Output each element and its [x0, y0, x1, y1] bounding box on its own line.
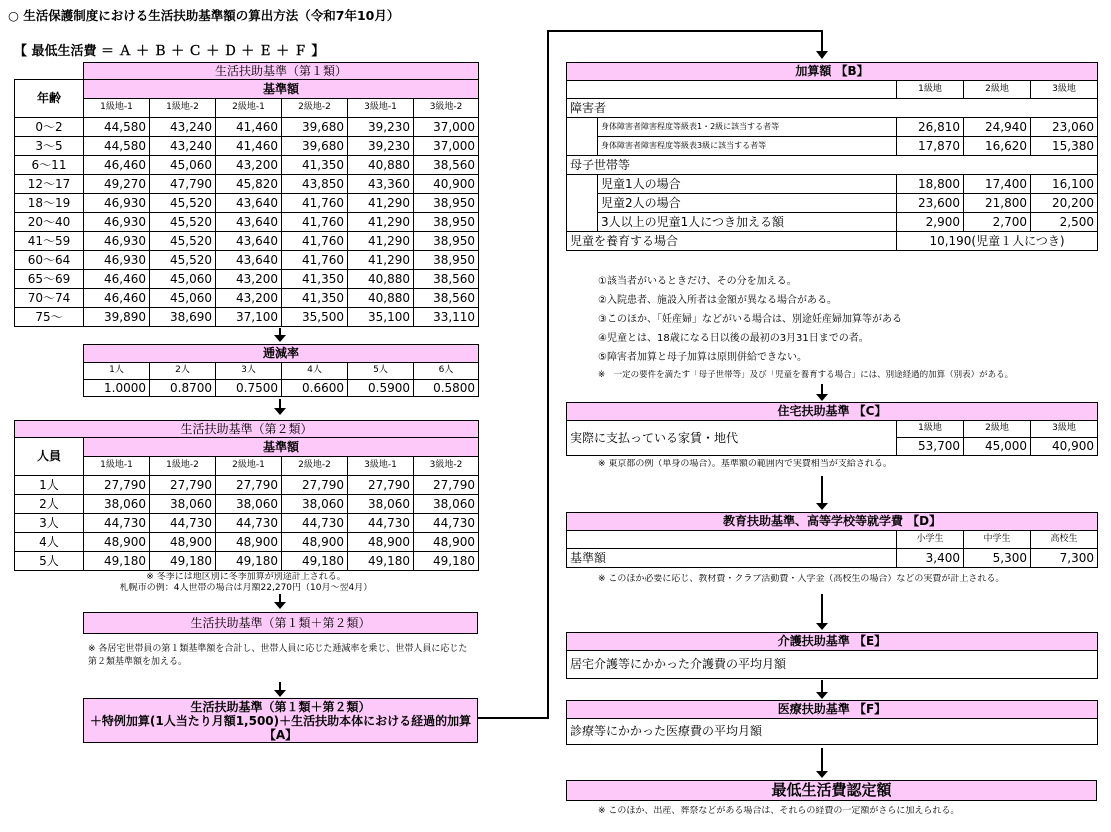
amount-cell: 48,900 [348, 533, 414, 552]
winter-note: ※ 冬季には地区別に冬季加算が別途計上される。 [146, 572, 346, 582]
level-header-2: 1級地-2 [150, 99, 216, 118]
amount-cell: 37,000 [414, 137, 479, 156]
amount-cell: 45,520 [150, 251, 216, 270]
table-title-row [567, 513, 1098, 531]
amount-cell: 41,760 [282, 232, 348, 251]
amount-cell: 43,640 [216, 194, 282, 213]
amount-cell: 38,560 [414, 156, 479, 175]
table-row [567, 232, 1098, 251]
amount-cell: 35,500 [282, 308, 348, 327]
minimum-living-cost-box: 最低生活費認定額 [566, 780, 1097, 801]
reduction-rate-cell: 0.5800 [414, 380, 479, 397]
amount-cell: 46,930 [84, 213, 150, 232]
table-title-row [567, 63, 1098, 81]
level-header-2: 2級地 [964, 81, 1031, 99]
amount-cell: 17,870 [897, 137, 964, 156]
amount-cell: 2,500 [1031, 213, 1098, 232]
addition-notes [598, 272, 1093, 367]
amount-cell: 46,460 [84, 270, 150, 289]
table-title-row [567, 403, 1098, 421]
down-arrow [821, 384, 823, 395]
amount-cell: 38,060 [348, 495, 414, 514]
reduction-rate-cell: 1.0000 [84, 380, 150, 397]
row-label: 6〜11 [15, 156, 84, 175]
row-label: 児童を養育する場合 [567, 232, 897, 251]
amount-cell: 23,060 [1031, 118, 1098, 137]
amount-cell: 46,930 [84, 251, 150, 270]
class2-base-amount-header: 基準額 [84, 438, 479, 457]
reduction-rate-cell: 0.5900 [348, 380, 414, 397]
reduction-rate-cell: 0.8700 [150, 380, 216, 397]
amount-cell: 41,460 [216, 137, 282, 156]
amount-cell: 45,520 [150, 213, 216, 232]
addition-b-table [566, 62, 1098, 251]
level-header-3: 3級地 [1031, 421, 1098, 438]
amount-cell: 40,880 [348, 270, 414, 289]
amount-cell: 40,900 [414, 175, 479, 194]
formula-heading: 【 最低生活費 ＝ Ａ ＋ Ｂ ＋ Ｃ ＋ Ｄ ＋ Ｅ ＋ Ｆ 】 [14, 44, 325, 59]
amount-cell: 40,880 [348, 289, 414, 308]
table-row [567, 549, 1098, 568]
amount-cell: 48,900 [414, 533, 479, 552]
care-e-table [566, 632, 1098, 679]
amount-cell: 43,640 [216, 213, 282, 232]
amount-cell: 21,800 [964, 194, 1031, 213]
medical-f-title: 医療扶助基準 【F】 [567, 701, 1098, 719]
amount-cell: 46,930 [84, 194, 150, 213]
amount-cell: 38,950 [414, 251, 479, 270]
level-header-6: 3級地-2 [414, 457, 479, 476]
elementary-header: 小学生 [897, 531, 964, 549]
reduction-rate-title: 逓減率 [84, 345, 479, 363]
box-a-line2: ＋特例加算(1人当たり月額1,500)＋生活扶助本体における経過的加算【A】 [89, 714, 472, 742]
class2-title: 生活扶助基準（第２類） [15, 421, 479, 438]
amount-cell: 38,950 [414, 194, 479, 213]
housing-c-title: 住宅扶助基準 【C】 [567, 403, 1098, 421]
level-header-1: 1級地-1 [84, 457, 150, 476]
amount-cell: 27,790 [216, 476, 282, 495]
amount-cell: 43,200 [216, 289, 282, 308]
amount-cell: 45,520 [150, 232, 216, 251]
amount-cell: 41,350 [282, 289, 348, 308]
amount-cell: 43,640 [216, 251, 282, 270]
amount-cell: 44,730 [84, 514, 150, 533]
row-label: 2人 [15, 495, 84, 514]
row-label: 75〜 [15, 308, 84, 327]
amount-cell: 27,790 [150, 476, 216, 495]
page-title: ○ 生活保護制度における生活扶助基準額の算出方法（令和7年10月） [8, 8, 400, 23]
school-header-row [567, 531, 1098, 549]
amount-cell: 44,580 [84, 118, 150, 137]
household-size-header: 1人 [84, 363, 150, 380]
education-d-table [566, 512, 1098, 568]
level-header-3: 3級地 [1031, 81, 1098, 99]
row-label: 診療等にかかった医療費の平均月額 [567, 719, 1098, 745]
class1-base-amount-header: 基準額 [84, 80, 479, 99]
amount-cell: 53,700 [897, 438, 964, 456]
amount-cell: 46,460 [84, 156, 150, 175]
level-header-1: 1級地 [897, 421, 964, 438]
amount-cell: 16,100 [1031, 175, 1098, 194]
amount-cell: 33,110 [414, 308, 479, 327]
amount-cell: 41,290 [348, 194, 414, 213]
table-row [567, 118, 1098, 137]
row-label: 3人 [15, 514, 84, 533]
amount-cell: 37,100 [216, 308, 282, 327]
level-header-5: 3級地-1 [348, 99, 414, 118]
amount-cell: 27,790 [348, 476, 414, 495]
level-header-3: 2級地-1 [216, 457, 282, 476]
row-label: 4人 [15, 533, 84, 552]
amount-cell: 45,820 [216, 175, 282, 194]
row-label: 60〜64 [15, 251, 84, 270]
amount-cell: 39,230 [348, 118, 414, 137]
amount-cell: 43,200 [216, 270, 282, 289]
household-size-header: 4人 [282, 363, 348, 380]
amount-cell: 20,200 [1031, 194, 1098, 213]
amount-cell: 38,690 [150, 308, 216, 327]
care-e-title: 介護扶助基準 【E】 [567, 633, 1098, 651]
education-d-title: 教育扶助基準、高等学校等就学費 【D】 [567, 513, 1098, 531]
level-header-2: 1級地-2 [150, 457, 216, 476]
table-title-row [567, 633, 1098, 651]
arrow-head [816, 51, 828, 59]
level-header-row [567, 81, 1098, 99]
row-label: 身体障害者障害程度等級表1・2級に該当する者等 [598, 118, 897, 137]
group-label-single-parent: 母子世帯等 [567, 156, 1098, 175]
sapporo-note: 札幌市の例：4人世帯の場合は月額22,270円（10月〜翌4月） [119, 583, 373, 593]
row-label: 3人以上の児童1人につき加える額 [598, 213, 897, 232]
row-label: 5人 [15, 552, 84, 571]
row-label: 18〜19 [15, 194, 84, 213]
header-spacer [567, 81, 897, 99]
amount-cell: 41,760 [282, 251, 348, 270]
amount-cell: 44,730 [216, 514, 282, 533]
amount-cell: 41,760 [282, 213, 348, 232]
amount-cell: 43,240 [150, 118, 216, 137]
amount-cell: 38,950 [414, 213, 479, 232]
amount-cell: 45,060 [150, 156, 216, 175]
level-header-6: 3級地-2 [414, 99, 479, 118]
amount-cell: 43,200 [216, 156, 282, 175]
amount-cell: 43,850 [282, 175, 348, 194]
amount-cell: 35,100 [348, 308, 414, 327]
amount-cell: 40,880 [348, 156, 414, 175]
reduction-rate-cell: 0.6600 [282, 380, 348, 397]
amount-cell: 37,000 [414, 118, 479, 137]
junior-high-header: 中学生 [964, 531, 1031, 549]
amount-cell: 18,800 [897, 175, 964, 194]
row-label: 身体障害者障害程度等級表3級に該当する者等 [598, 137, 897, 156]
amount-cell: 45,000 [964, 438, 1031, 456]
amount-cell: 15,380 [1031, 137, 1098, 156]
group-label-disabled: 障害者 [567, 99, 1098, 118]
table-row [567, 719, 1098, 745]
table-row [567, 194, 1098, 213]
amount-cell: 43,360 [348, 175, 414, 194]
table-title-row [567, 701, 1098, 719]
amount-cell: 41,290 [348, 251, 414, 270]
row-label: 0〜2 [15, 118, 84, 137]
amount-cell: 5,300 [964, 549, 1031, 568]
age-header: 年齢 [15, 80, 84, 118]
amount-cell: 45,060 [150, 270, 216, 289]
note-item: ①該当者がいるときだけ、その分を加える。 [598, 276, 797, 287]
amount-cell: 48,900 [282, 533, 348, 552]
amount-cell: 38,560 [414, 270, 479, 289]
indent-spacer [567, 175, 598, 232]
level-header-row [567, 421, 1098, 438]
amount-cell: 27,790 [84, 476, 150, 495]
amount-cell: 49,180 [216, 552, 282, 571]
table-row [567, 175, 1098, 194]
household-size-header: 5人 [348, 363, 414, 380]
amount-cell: 38,060 [150, 495, 216, 514]
amount-cell: 48,900 [216, 533, 282, 552]
amount-cell: 40,900 [1031, 438, 1098, 456]
amount-cell: 39,680 [282, 137, 348, 156]
amount-cell: 48,900 [84, 533, 150, 552]
amount-cell: 2,900 [897, 213, 964, 232]
amount-cell: 49,180 [150, 552, 216, 571]
household-size-header: 2人 [150, 363, 216, 380]
amount-cell: 49,180 [84, 552, 150, 571]
amount-cell: 27,790 [282, 476, 348, 495]
amount-cell: 39,230 [348, 137, 414, 156]
amount-cell: 45,060 [150, 289, 216, 308]
amount-cell: 7,300 [1031, 549, 1098, 568]
amount-cell: 39,680 [282, 118, 348, 137]
row-label: 12〜17 [15, 175, 84, 194]
housing-c-table [566, 402, 1098, 456]
amount-cell: 41,460 [216, 118, 282, 137]
note-item: ⑤障害者加算と母子加算は原則併給できない。 [598, 352, 807, 363]
amount-cell: 43,240 [150, 137, 216, 156]
row-label: 41〜59 [15, 232, 84, 251]
note-item: ③このほか、「妊産婦」などがいる場合は、別途妊産婦加算等がある [598, 314, 902, 325]
row-label: 1人 [15, 476, 84, 495]
amount-cell: 47,790 [150, 175, 216, 194]
amount-cell: 38,060 [216, 495, 282, 514]
amount-cell: 49,270 [84, 175, 150, 194]
level-header-3: 2級地-1 [216, 99, 282, 118]
amount-cell: 46,930 [84, 232, 150, 251]
amount-cell: 39,890 [84, 308, 150, 327]
household-size-header: 6人 [414, 363, 479, 380]
down-arrow [821, 476, 823, 504]
education-note: ※ このほか必要に応じ、教材費・クラブ活動費・入学金（高校生の場合）などの実費が計上される。 [598, 574, 1005, 584]
amount-cell: 23,600 [897, 194, 964, 213]
indent-spacer [567, 118, 598, 156]
amount-cell: 26,810 [897, 118, 964, 137]
group-row [567, 156, 1098, 175]
level-header-4: 2級地-2 [282, 99, 348, 118]
amount-cell: 44,730 [150, 514, 216, 533]
row-label: 65〜69 [15, 270, 84, 289]
table-row [567, 213, 1098, 232]
level-header-1: 1級地-1 [84, 99, 150, 118]
amount-cell: 38,950 [414, 232, 479, 251]
addition-footnote: ※ 一定の要件を満たす「母子世帯等」及び「児童を養育する場合」には、別途経過的加算（別表）がある。 [598, 370, 1014, 380]
level-header-5: 3級地-1 [348, 457, 414, 476]
amount-cell: 45,520 [150, 194, 216, 213]
row-label: 基準額 [567, 549, 897, 568]
amount-cell: 38,060 [282, 495, 348, 514]
amount-cell: 10,190(児童１人につき) [897, 232, 1098, 251]
level-header-4: 2級地-2 [282, 457, 348, 476]
class1-title: 生活扶助基準（第１類） [84, 63, 479, 80]
amount-cell: 44,730 [282, 514, 348, 533]
amount-cell: 41,350 [282, 156, 348, 175]
row-label: 児童1人の場合 [598, 175, 897, 194]
level-header-2: 2級地 [964, 421, 1031, 438]
amount-cell: 41,290 [348, 232, 414, 251]
amount-cell: 46,460 [84, 289, 150, 308]
amount-cell: 3,400 [897, 549, 964, 568]
calculation-note: ※ 各居宅世帯員の第１類基準額を合計し、世帯人員に応じた逓減率を乗じ、世帯人員に応じた第２類基準額を加える。 [88, 644, 468, 667]
note-item: ④児童とは、18歳になる日以後の最初の3月31日までの者。 [598, 333, 869, 344]
amount-cell: 24,940 [964, 118, 1031, 137]
down-arrow [821, 680, 823, 693]
amount-cell: 49,180 [348, 552, 414, 571]
table-row [567, 651, 1098, 679]
amount-cell: 38,060 [84, 495, 150, 514]
down-arrow [821, 748, 823, 772]
row-label: 児童2人の場合 [598, 194, 897, 213]
amount-cell: 49,180 [414, 552, 479, 571]
amount-cell: 44,730 [348, 514, 414, 533]
household-members-header: 人員 [15, 438, 84, 476]
amount-cell: 44,580 [84, 137, 150, 156]
amount-cell: 44,730 [414, 514, 479, 533]
amount-cell: 16,620 [964, 137, 1031, 156]
amount-cell: 27,790 [414, 476, 479, 495]
amount-cell: 2,700 [964, 213, 1031, 232]
level-header-1: 1級地 [897, 81, 964, 99]
amount-cell: 38,560 [414, 289, 479, 308]
header-spacer [567, 531, 897, 549]
housing-note: ※ 東京都の例（単身の場合）。基準額の範囲内で実費相当が支給される。 [598, 459, 892, 469]
row-label: 20〜40 [15, 213, 84, 232]
household-size-header: 3人 [216, 363, 282, 380]
amount-cell: 41,760 [282, 194, 348, 213]
row-label: 3〜5 [15, 137, 84, 156]
medical-f-table [566, 700, 1098, 745]
amount-cell: 43,640 [216, 232, 282, 251]
row-label: 居宅介護等にかかった介護費の平均月額 [567, 651, 1098, 679]
amount-cell: 17,400 [964, 175, 1031, 194]
amount-cell: 38,060 [414, 495, 479, 514]
amount-cell: 48,900 [150, 533, 216, 552]
group-row [567, 99, 1098, 118]
addition-b-title: 加算額 【B】 [567, 63, 1098, 81]
amount-cell: 41,350 [282, 270, 348, 289]
row-label: 実際に支払っている家賃・地代 [567, 421, 897, 456]
reduction-rate-cell: 0.7500 [216, 380, 282, 397]
high-school-header: 高校生 [1031, 531, 1098, 549]
amount-cell: 41,290 [348, 213, 414, 232]
table-row [567, 137, 1098, 156]
row-label: 70〜74 [15, 289, 84, 308]
class1-plus-class2-box: 生活扶助基準（第１類＋第２類） [83, 612, 478, 634]
note-item: ②入院患者、施設入所者は金額が異なる場合がある。 [598, 295, 837, 306]
amount-cell: 49,180 [282, 552, 348, 571]
down-arrow [821, 594, 823, 624]
box-a-line1: 生活扶助基準（第１類＋第２類） [190, 700, 371, 714]
final-note: ※ このほか、出産、葬祭などがある場合は、それらの経費の一定額がさらに加えられる。 [598, 806, 960, 816]
